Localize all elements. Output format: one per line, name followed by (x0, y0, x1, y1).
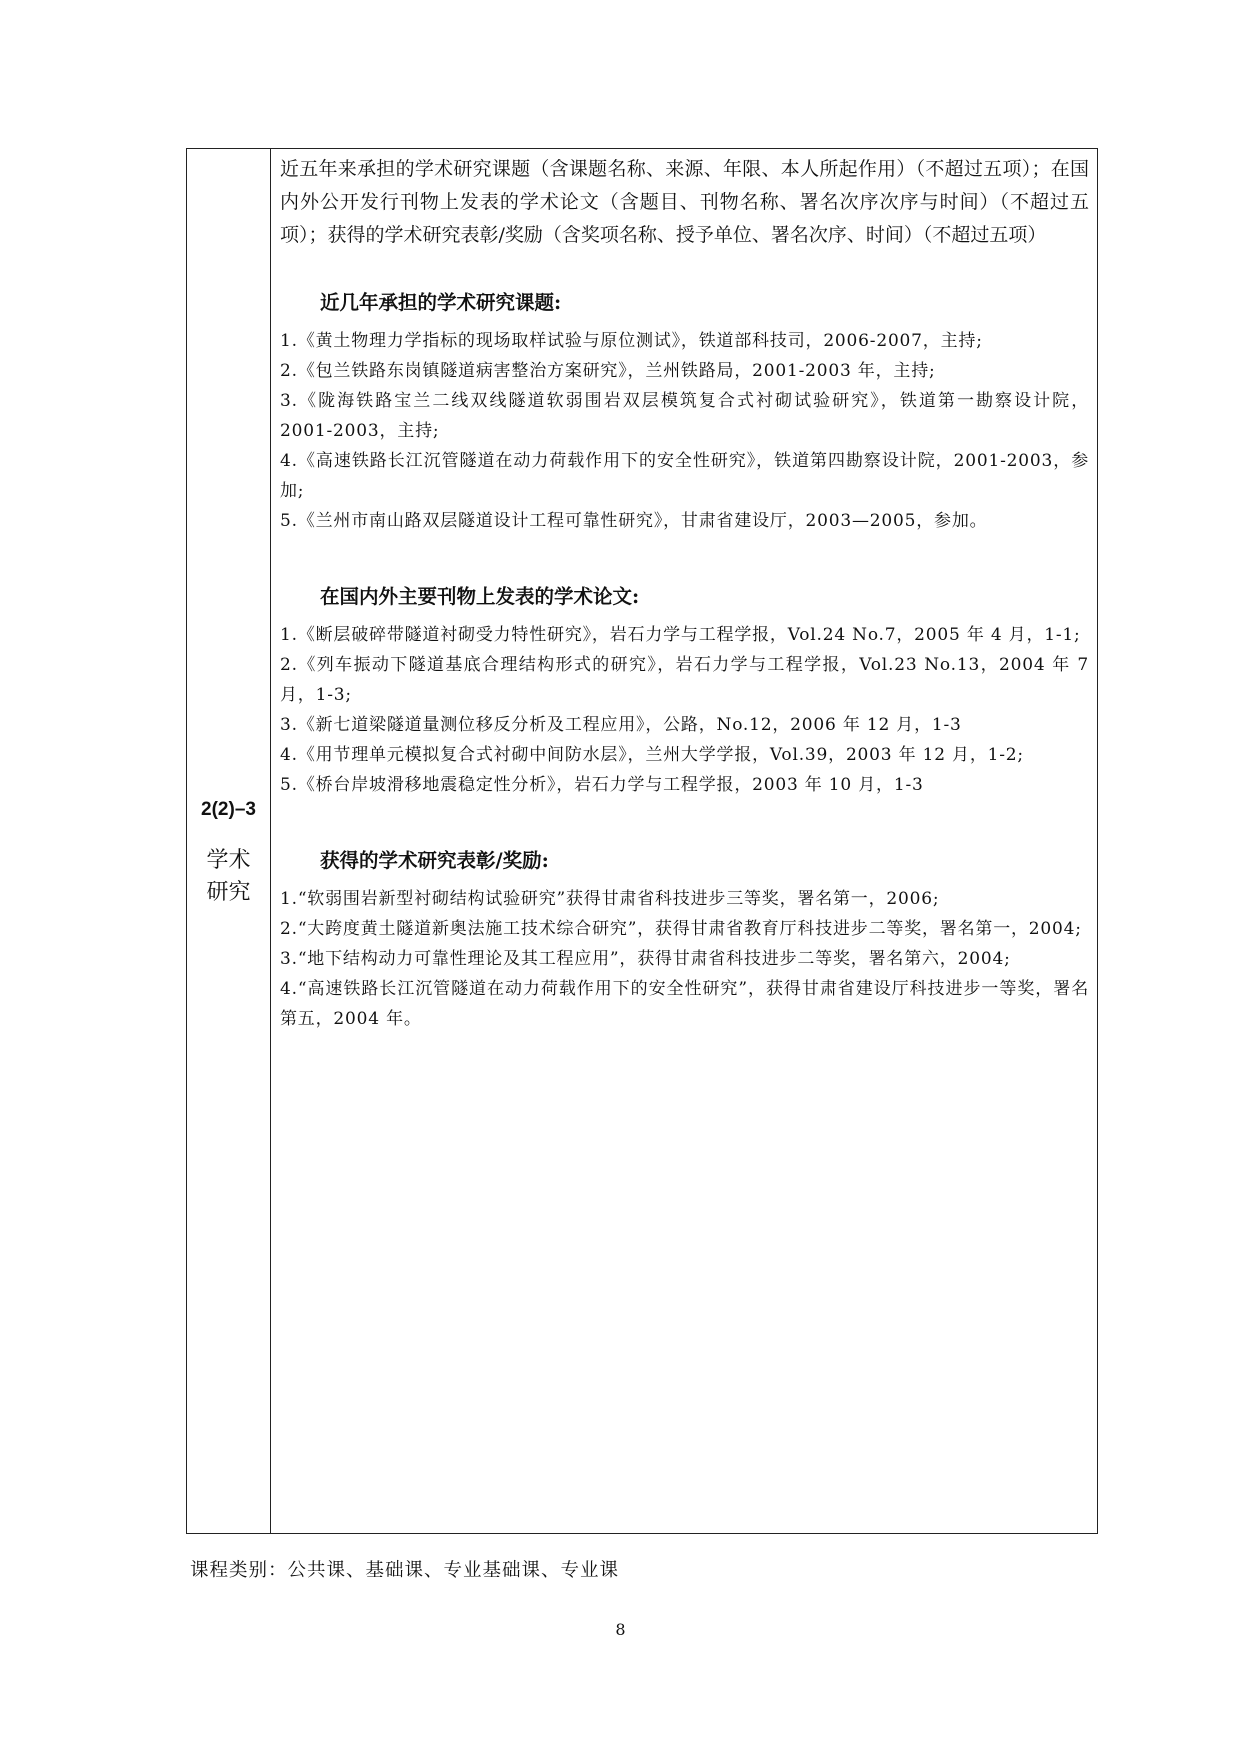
list-item: 4.“高速铁路长江沉管隧道在动力荷载作用下的安全性研究”，获得甘肃省建设厅科技进步一等奖，署名第五，2004 年。 (280, 979, 1089, 1029)
row-label-line2: 研究 (206, 880, 251, 905)
section-title-papers: 在国内外主要刊物上发表的学术论文: (320, 585, 640, 608)
row-header-cell (187, 149, 271, 1533)
list-item: 3.《陇海铁路宝兰二线双线隧道软弱围岩双层模筑复合式衬砌试验研究》，铁道第一勘察设计院，2001-2003，主持; (280, 391, 1089, 441)
section-title-projects: 近几年承担的学术研究课题: (320, 291, 562, 314)
list-item: 4.《高速铁路长江沉管隧道在动力荷载作用下的安全性研究》，铁道第四勘察设计院，2001-2003，参加; (280, 451, 1089, 501)
row-code: 2(2)–3 (201, 799, 256, 820)
list-item: 1.“软弱围岩新型衬砌结构试验研究”获得甘肃省科技进步三等奖，署名第一，2006; (280, 889, 940, 909)
list-item: 5.《兰州市南山路双层隧道设计工程可靠性研究》，甘肃省建设厅，2003—2005，参加。 (280, 511, 988, 531)
list-item: 1.《断层破碎带隧道衬砌受力特性研究》，岩石力学与工程学报，Vol.24 No.7，2005 年 4 月，1-1; (280, 625, 1081, 645)
list-item: 5.《桥台岸坡滑移地震稳定性分析》，岩石力学与工程学报，2003 年 10 月，1-3 (280, 775, 924, 795)
list-item: 2.“大跨度黄土隧道新奥法施工技术综合研究”，获得甘肃省教育厅科技进步二等奖，署名第一，2004; (280, 919, 1082, 939)
list-item: 3.“地下结构动力可靠性理论及其工程应用”，获得甘肃省科技进步二等奖，署名第六，2004; (280, 949, 1011, 969)
page-number: 8 (615, 1620, 626, 1639)
course-category-note: 课程类别：公共课、基础课、专业基础课、专业课 (190, 1560, 620, 1581)
list-item: 1.《黄土物理力学指标的现场取样试验与原位测试》，铁道部科技司，2006-2007，主持; (280, 331, 983, 351)
row-label-line1: 学术 (206, 848, 251, 873)
list-item: 4.《用节理单元模拟复合式衬砌中间防水层》，兰州大学学报，Vol.39，2003 年 12 月，1-2; (280, 745, 1024, 765)
list-item: 2.《列车振动下隧道基底合理结构形式的研究》，岩石力学与工程学报，Vol.23 No.13，2004 年 7 月，1-3; (280, 655, 1089, 705)
intro-text: 近五年来承担的学术研究课题（含课题名称、来源、年限、本人所起作用）（不超过五项）；在国内外公开发行刊物上发表的学术论文（含题目、刊物名称、署名次序次序与时间）（不超过五项）；获得的学术研究表彰/奖励（含奖项名称、授予单位、署名次序、时间）（不超过五项） (280, 158, 1089, 246)
section-title-awards: 获得的学术研究表彰/奖励: (320, 849, 549, 872)
list-item: 3.《新七道梁隧道量测位移反分析及工程应用》，公路，No.12，2006 年 12 月，1-3 (280, 715, 962, 735)
list-item: 2.《包兰铁路东岗镇隧道病害整治方案研究》，兰州铁路局，2001-2003 年，主持; (280, 361, 936, 381)
content-cell (271, 149, 1097, 1533)
research-table (186, 148, 1098, 1534)
